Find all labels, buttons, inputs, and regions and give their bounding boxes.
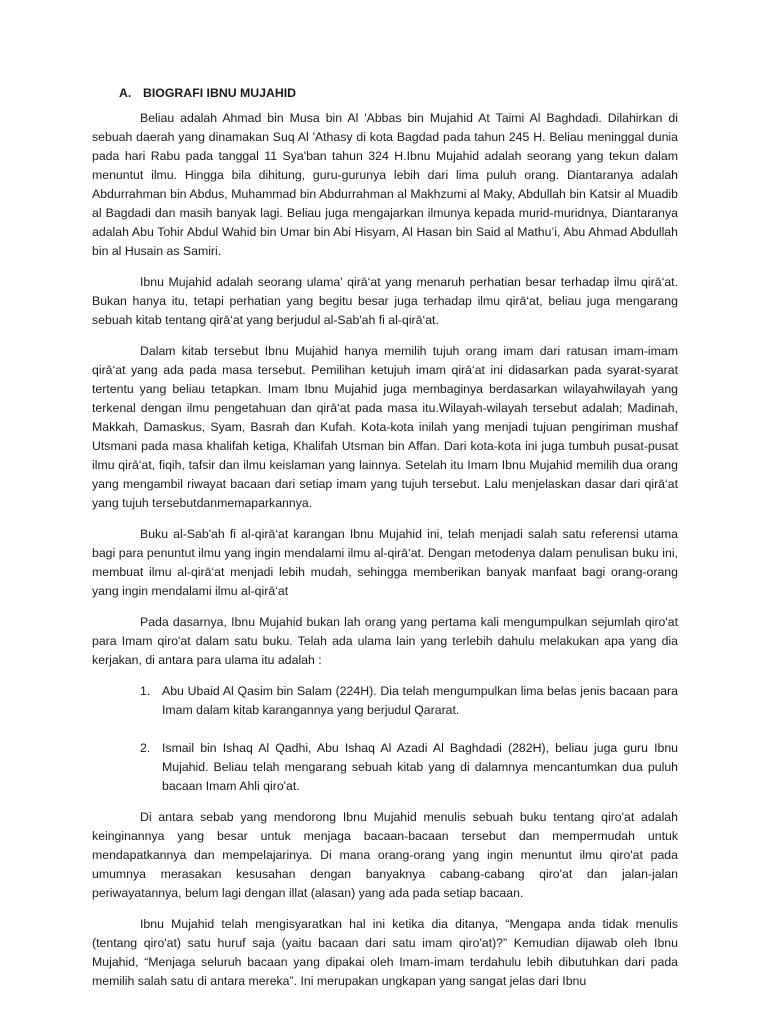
paragraph-book-reference: Buku al-Sab'ah fi al-qirā‘at karangan Ibnu Mujahid ini, telah menjadi salah satu referensi utama bagi para penuntut ilmu yang ingin mendalami ilmu al-qirā‘at. Dengan metodenya dalam penulisan buku ini, membuat ilmu al-qirā‘at menjadi lebih mudah, sehingga memberikan banyak manfaat bagi orang-orang yang ingin mendalami ilmu al-qirā‘at	[92, 527, 678, 598]
list-item-text: Abu Ubaid Al Qasim bin Salam (224H). Dia telah mengumpulkan lima belas jenis bacaan para Imam dalam kitab karangannya yang berjudul Qararat.	[162, 684, 678, 717]
paragraph-earlier-scholars: Pada dasarnya, Ibnu Mujahid bukan lah orang yang pertama kali mengumpulkan sejumlah qiro'at para Imam qiro'at dalam satu buku. Telah ada ulama lain yang terlebih dahulu melakukan apa yang dia kerjakan, di antara para ulama itu adalah :	[92, 615, 678, 667]
section-letter: A.	[119, 86, 132, 100]
paragraph-biography: Beliau adalah Ahmad bin Musa bin Al 'Abbas bin Mujahid At Taimi Al Baghdadi. Dilahirkan di sebuah daerah yang dinamakan Suq Al 'Athasy di kota Bagdad pada tahun 245 H. Beliau meninggal dunia pada hari Rabu pada tanggal 11 Sya'ban tahun 324 H.Ibnu Mujahid adalah seorang yang tekun dalam menuntut ilmu. Hingga bila dihitung, guru-gurunya lebih dari lima puluh orang. Diantaranya adalah Abdurrahman bin Abdus, Muhammad bin Abdurrahman al Makhzumi al Maky, Abdullah bin Katsir al Muadib al Bagdadi dan masih banyak lagi. Beliau juga mengajarkan ilmunya kepada murid-muridnya, Diantaranya adalah Abu Tohir Abdul Wahid bin Umar bin Abi Hisyam, Al Hasan bin Said al Mathu’i, Abu Ahmad Abdullah bin al Husain as Samiri.	[92, 111, 678, 258]
list-item-number: 2.	[140, 741, 151, 755]
document-page	[92, 84, 678, 1003]
section-heading	[92, 84, 678, 103]
list-item	[92, 739, 678, 796]
section-title: BIOGRAFI IBNU MUJAHID	[143, 86, 297, 100]
paragraph-motivation: Di antara sebab yang mendorong Ibnu Mujahid menulis sebuah buku tentang qiro'at adalah keinginannya yang besar untuk menjaga bacaan-bacaan tersebut dan mempermudah untuk mendapatkannya dan mempelajarinya. Di mana orang-orang yang ingin menuntut ilmu qiro'at pada umumnya merasakan kesusahan dengan banyaknya cabang-cabang qiro'at dan jalan-jalan periwayatannya, belum lagi dengan illat (alasan) yang ada pada setiap bacaan.	[92, 810, 678, 900]
scholars-list	[92, 682, 678, 796]
paragraph-quote: Ibnu Mujahid telah mengisyaratkan hal ini ketika dia ditanya, “Mengapa anda tidak menulis (tentang qiro'at) satu huruf saja (yaitu bacaan dari satu imam qiro'at)?” Kemudian dijawab oleh Ibnu Mujahid, “Menjaga seluruh bacaan yang dipakai oleh Imam-imam terdahulu lebih dibutuhkan dari pada memilih salah satu di antara mereka”. Ini merupakan ungkapan yang sangat jelas dari Ibnu	[92, 917, 678, 988]
paragraph-seven-imams: Dalam kitab tersebut Ibnu Mujahid hanya memilih tujuh orang imam dari ratusan imam-imam qirā‘at yang ada pada masa tersebut. Pemilihan ketujuh imam qirā‘at ini didasarkan pada syarat-syarat tertentu yang beliau tetapkan. Imam Ibnu Mujahid juga membaginya berdasarkan wilayahwilayah yang terkenal dengan ilmu pengetahuan dan qirā‘at pada masa itu.Wilayah-wilayah tersebut adalah; Madinah, Makkah, Damaskus, Syam, Basrah dan Kufah. Kota-kota inilah yang menjadi tujuan pengiriman mushaf Utsmani pada masa khalifah ketiga, Khalifah Utsman bin Affan. Dari kota-kota ini juga tumbuh pusat-pusat ilmu qirā‘at, fiqih, tafsir dan ilmu keislaman yang lainnya. Setelah itu Imam Ibnu Mujahid memilih dua orang yang mengambil riwayat bacaan dari setiap imam yang tujuh tersebut. Lalu menjelaskan dasar dari qirā‘at yang tujuh tersebutdanmemaparkannya.	[92, 344, 678, 510]
paragraph-qiraat-interest: Ibnu Mujahid adalah seorang ulama' qirā‘at yang menaruh perhatian besar terhadap ilmu qirā‘at. Bukan hanya itu, tetapi perhatian yang begitu besar juga terhadap ilmu qirā‘at, beliau juga mengarang sebuah kitab tentang qirā‘at yang berjudul al-Sab'ah fi al-qirā‘at.	[92, 275, 678, 327]
list-item-text: Ismail bin Ishaq Al Qadhi, Abu Ishaq Al Azadi Al Baghdadi (282H), beliau juga guru Ibnu Mujahid. Beliau telah mengarang sebuah kitab yang di dalamnya mencantumkan dua puluh bacaan Imam Ahli qiro'at.	[162, 741, 678, 793]
list-item	[92, 682, 678, 720]
list-item-number: 1.	[140, 684, 151, 698]
